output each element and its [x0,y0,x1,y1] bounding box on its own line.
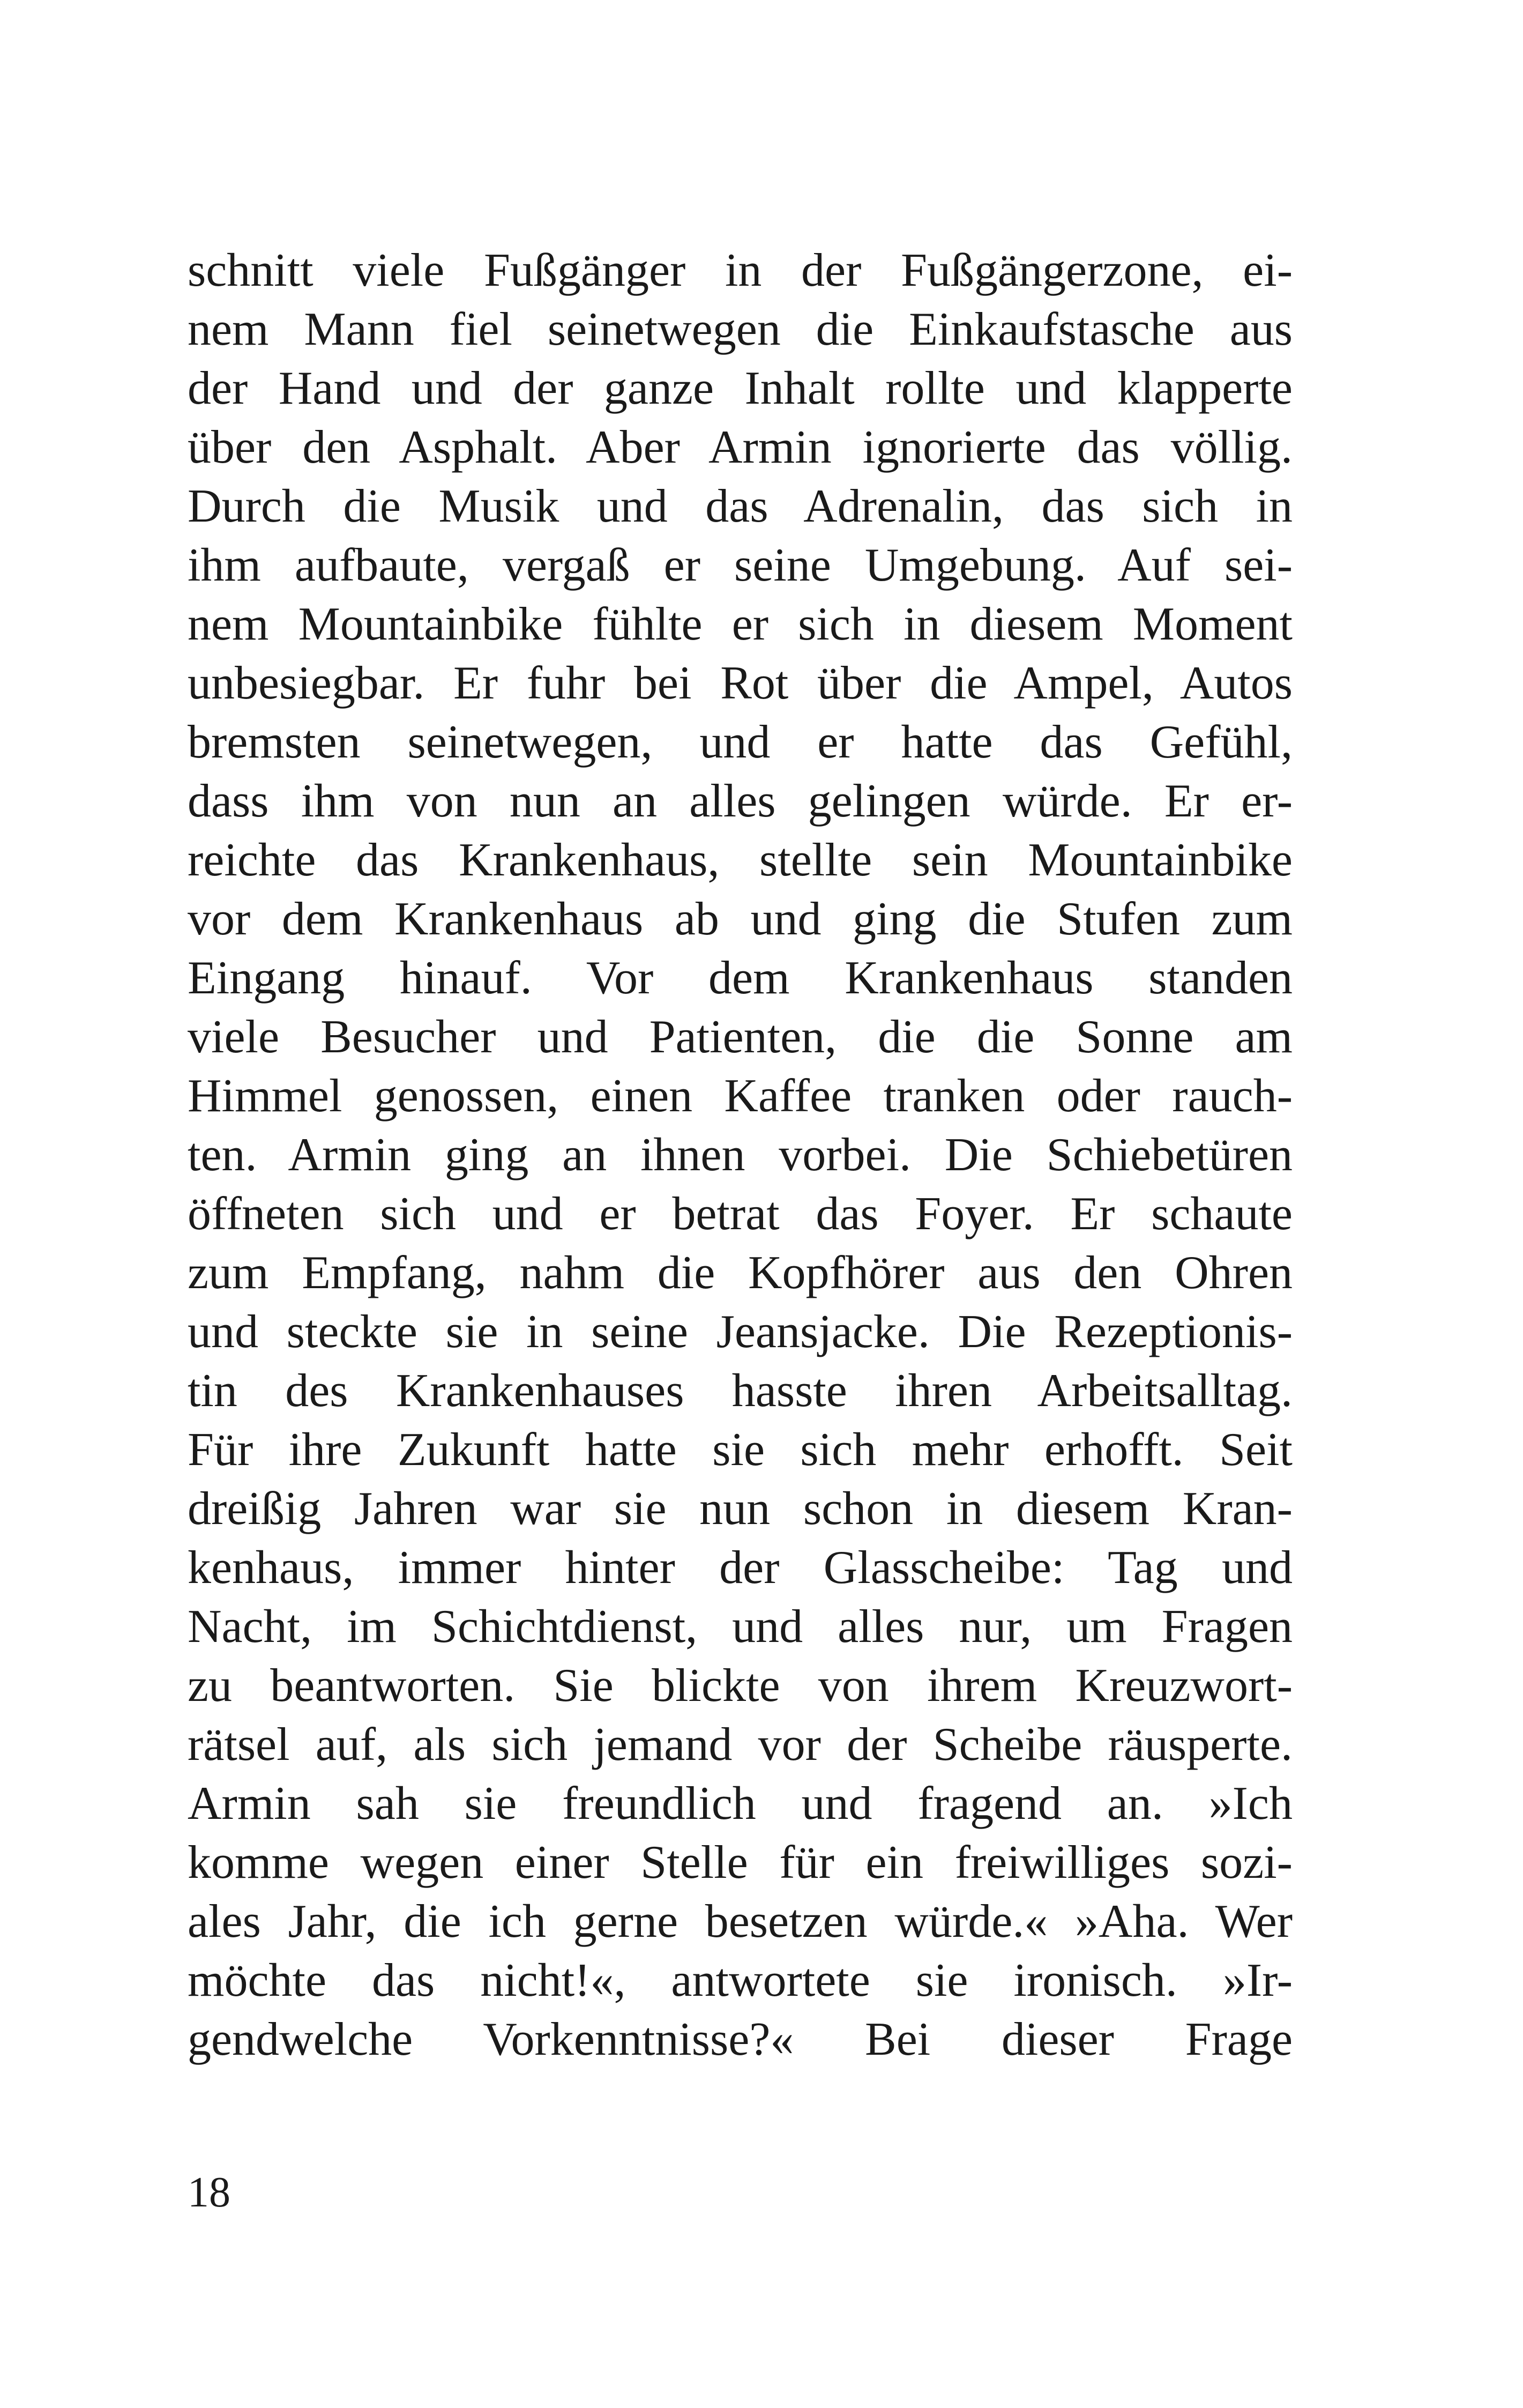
text-line: gendwelche Vorkenntnisse?« Bei dieser Frage [188,2013,1293,2065]
text-line: ten. Armin ging an ihnen vorbei. Die Schiebetüren [188,1129,1293,1181]
text-line: tin des Krankenhauses hasste ihren Arbeitsalltag. [188,1365,1293,1417]
text-line: unbesiegbar. Er fuhr bei Rot über die Ampel, Autos [188,657,1293,709]
text-line: schnitt viele Fußgänger in der Fußgängerzone, ei- [188,244,1293,296]
text-line: über den Asphalt. Aber Armin ignorierte das völlig. [188,421,1293,473]
text-line: Armin sah sie freundlich und fragend an. »Ich [188,1778,1293,1830]
text-line: rätsel auf, als sich jemand vor der Scheibe räusperte. [188,1719,1293,1771]
text-line: komme wegen einer Stelle für ein freiwilliges sozi- [188,1837,1293,1889]
text-line: dreißig Jahren war sie nun schon in diesem Kran- [188,1483,1293,1535]
text-line: Nacht, im Schichtdienst, und alles nur, um Fragen [188,1601,1293,1653]
text-line: nem Mann fiel seinetwegen die Einkaufstasche aus [188,303,1293,355]
text-line: viele Besucher und Patienten, die die Sonne am [188,1011,1293,1063]
text-line: zum Empfang, nahm die Kopfhörer aus den Ohren [188,1247,1293,1299]
text-line: bremsten seinetwegen, und er hatte das Gefühl, [188,716,1293,768]
body-text [188,241,1293,2069]
text-line: der Hand und der ganze Inhalt rollte und klapperte [188,362,1293,414]
text-line: möchte das nicht!«, antwortete sie ironisch. »Ir- [188,1954,1293,2006]
text-line: kenhaus, immer hinter der Glasscheibe: Tag und [188,1542,1293,1594]
text-line: Himmel genossen, einen Kaffee tranken oder rauch- [188,1070,1293,1122]
text-line: dass ihm von nun an alles gelingen würde. Er er- [188,775,1293,827]
text-line: Für ihre Zukunft hatte sie sich mehr erhofft. Seit [188,1424,1293,1476]
text-line: ihm aufbaute, vergaß er seine Umgebung. Auf sei- [188,539,1293,591]
page-number: 18 [188,2169,230,2216]
text-line: öffneten sich und er betrat das Foyer. Er schaute [188,1188,1293,1240]
text-line: vor dem Krankenhaus ab und ging die Stufen zum [188,893,1293,945]
text-line: Durch die Musik und das Adrenalin, das sich in [188,480,1293,532]
text-line: und steckte sie in seine Jeansjacke. Die Rezeptionis- [188,1306,1293,1358]
text-line: reichte das Krankenhaus, stellte sein Mountainbike [188,834,1293,886]
text-line: zu beantworten. Sie blickte von ihrem Kreuzwort- [188,1660,1293,1712]
text-line: nem Mountainbike fühlte er sich in diesem Moment [188,598,1293,650]
text-line: Eingang hinauf. Vor dem Krankenhaus standen [188,952,1293,1004]
text-line: ales Jahr, die ich gerne besetzen würde.« »Aha. Wer [188,1896,1293,1948]
